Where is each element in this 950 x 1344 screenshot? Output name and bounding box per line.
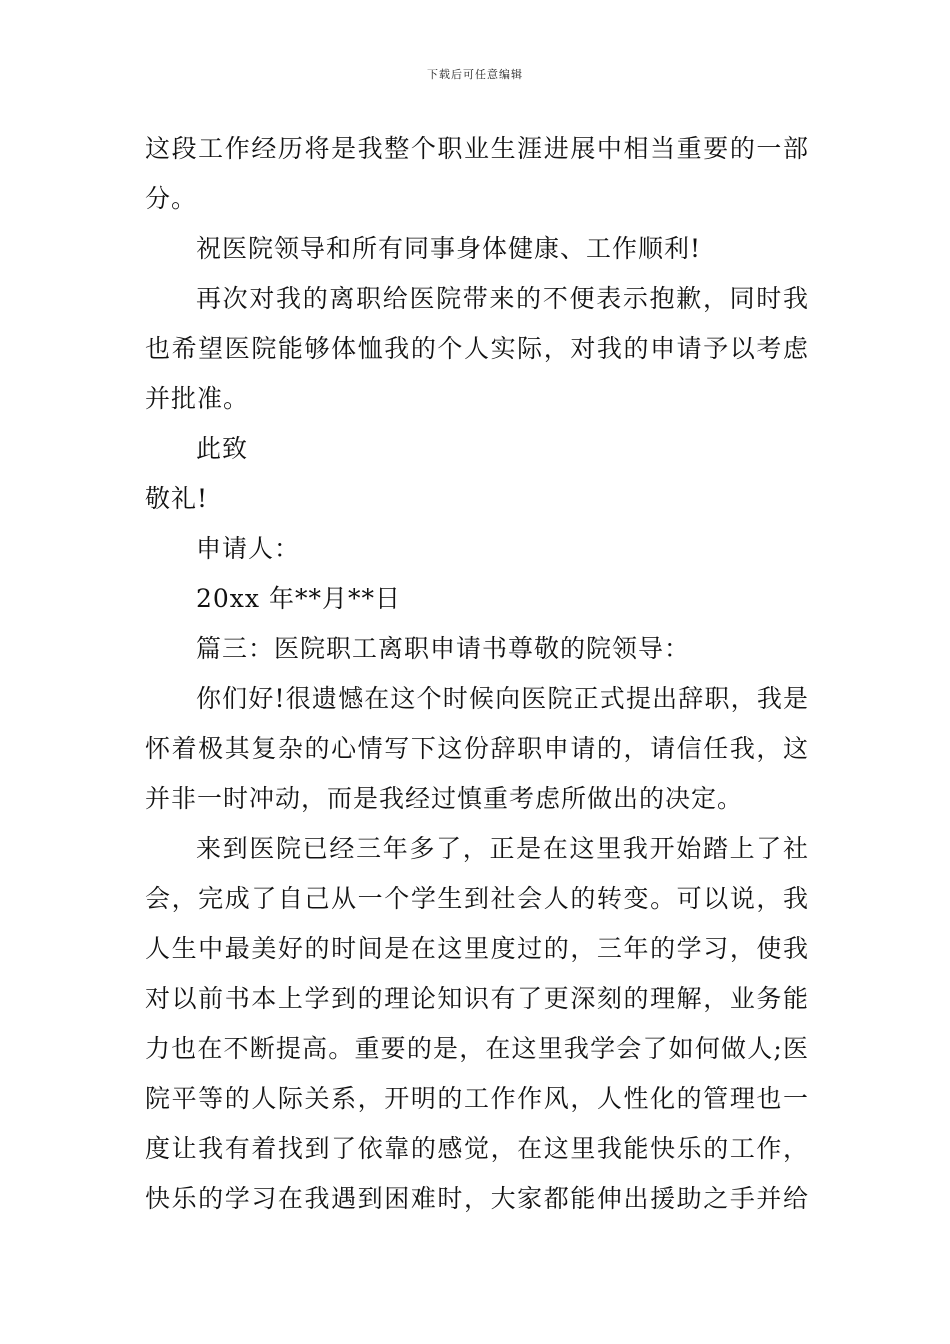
- text-line: 敬礼!: [145, 484, 209, 513]
- text-line: 并非一时冲动，而是我经过慎重考虑所做出的决定。: [145, 784, 744, 813]
- text-line: 你们好!很遗憾在这个时候向医院正式提出辞职，我是: [196, 684, 809, 713]
- text-line: 也希望医院能够体恤我的个人实际，对我的申请予以考虑: [145, 334, 809, 363]
- text-line: 人生中最美好的时间是在这里度过的，三年的学习，使我: [145, 934, 809, 963]
- text-line: 对以前书本上学到的理论知识有了更深刻的理解，业务能: [145, 984, 809, 1013]
- text-line: 度让我有着找到了依靠的感觉，在这里我能快乐的工作，: [145, 1134, 809, 1163]
- document-body: [145, 124, 809, 1224]
- text-line: 快乐的学习在我遇到困难时，大家都能伸出援助之手并给: [145, 1184, 809, 1213]
- text-line: 分。: [145, 184, 198, 213]
- text-line: 此致: [196, 434, 249, 463]
- text-line: 院平等的人际关系，开明的工作作风，人性化的管理也一: [145, 1084, 809, 1113]
- text-line: 来到医院已经三年多了，正是在这里我开始踏上了社: [196, 834, 809, 863]
- text-line: 申请人：: [196, 534, 301, 563]
- text-line: 会，完成了自己从一个学生到社会人的转变。可以说，我: [145, 884, 809, 913]
- text-line: 怀着极其复杂的心情写下这份辞职申请的，请信任我，这: [145, 734, 809, 763]
- text-line: 力也在不断提高。重要的是，在这里我学会了如何做人;医: [145, 1034, 809, 1063]
- text-line: 祝医院领导和所有同事身体健康、工作顺利!: [196, 234, 702, 263]
- text-line: 这段工作经历将是我整个职业生涯进展中相当重要的一部: [145, 134, 809, 163]
- text-line: 再次对我的离职给医院带来的不便表示抱歉，同时我: [196, 284, 809, 313]
- text-line: 20xx 年**月**日: [196, 584, 401, 613]
- text-line: 并批准。: [145, 384, 250, 413]
- page-header: 下载后可任意编辑: [427, 68, 523, 81]
- text-line: 篇三：医院职工离职申请书尊敬的院领导：: [196, 634, 691, 663]
